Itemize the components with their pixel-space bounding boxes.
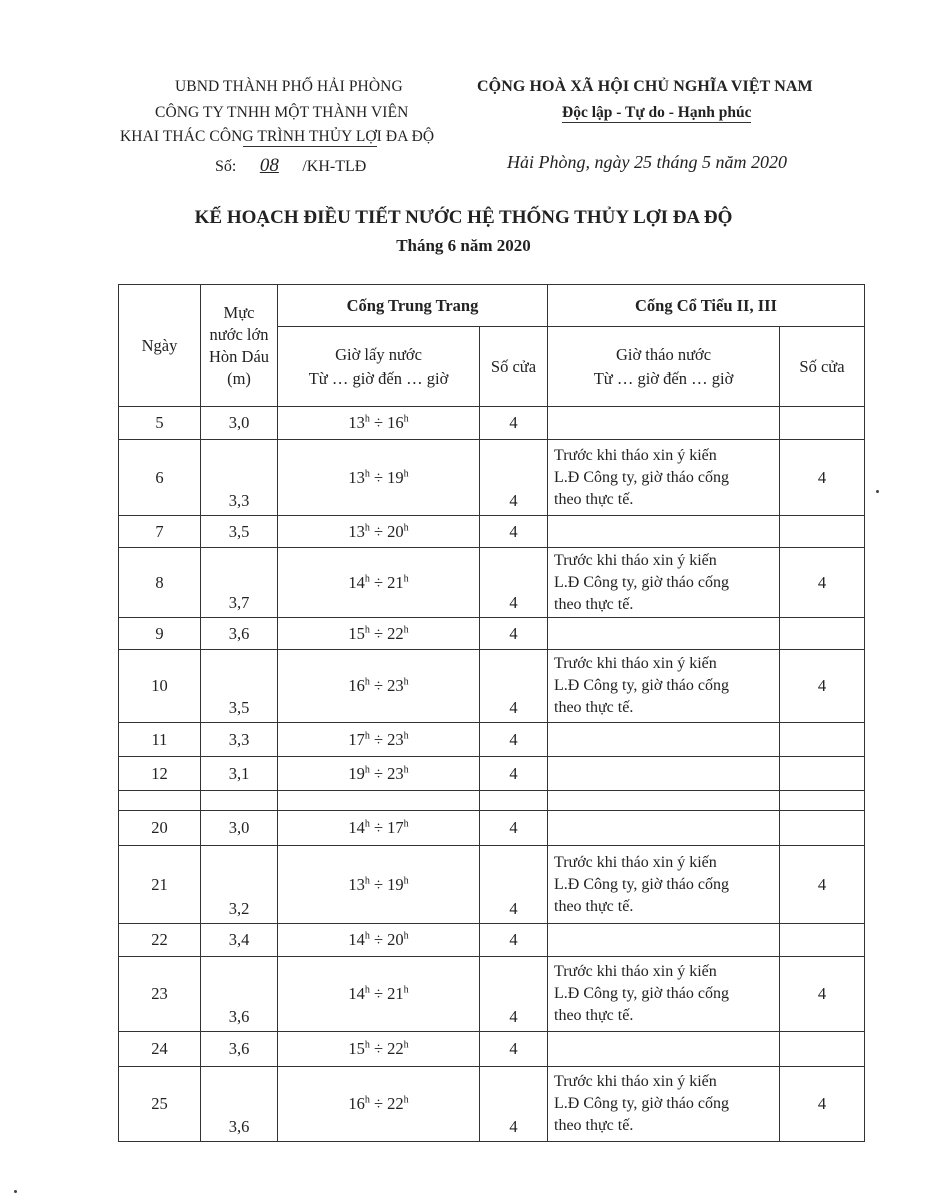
hour-mark: h — [364, 930, 370, 942]
cell-day — [119, 791, 201, 811]
hour-mark: h — [364, 1039, 370, 1051]
intake-to-hour: 19 — [387, 467, 404, 487]
note-line: L.Đ Công ty, giờ tháo cống — [554, 573, 729, 591]
cell-day: 6 — [119, 440, 201, 516]
hour-mark: h — [364, 676, 370, 688]
table-row — [119, 1067, 865, 1142]
range-separator: ÷ — [369, 676, 388, 695]
intake-to-hour: 21 — [387, 984, 404, 1003]
cell-discharge-doors — [780, 516, 865, 548]
header-left-line-2: CÔNG TY TNHH MỘT THÀNH VIÊN — [155, 104, 409, 121]
hour-mark: h — [403, 930, 409, 942]
table-row — [119, 811, 865, 846]
note-line: Trước khi tháo xin ý kiến — [554, 446, 717, 464]
cell-discharge-doors: 4 — [780, 957, 865, 1032]
hour-mark: h — [364, 413, 370, 425]
table-row — [119, 440, 865, 516]
cell-intake-doors: 4 — [480, 1067, 548, 1142]
intake-to-hour: 21 — [387, 572, 404, 592]
scan-speck — [876, 490, 879, 493]
range-separator: ÷ — [369, 572, 388, 592]
cell-discharge-doors — [780, 924, 865, 957]
header-left-line-3: KHAI THÁC CÔNG TRÌNH THỦY LỢI ĐA ĐỘ — [120, 128, 435, 145]
cell-intake-time — [278, 757, 480, 791]
intake-from-hour: 13 — [348, 874, 365, 894]
table-row — [119, 757, 865, 791]
cell-intake-doors: 4 — [480, 618, 548, 650]
intake-from-hour: 16 — [348, 676, 365, 695]
cell-intake-time — [278, 650, 480, 723]
range-separator: ÷ — [369, 763, 388, 783]
cell-day: 8 — [119, 548, 201, 618]
hour-mark: h — [364, 764, 370, 775]
cell-intake-time — [278, 618, 480, 650]
range-separator: ÷ — [369, 1094, 388, 1113]
intake-from-hour: 17 — [348, 729, 365, 749]
note-line: Trước khi tháo xin ý kiến — [554, 853, 717, 871]
cell-day: 21 — [119, 846, 201, 924]
cell-intake-doors: 4 — [480, 957, 548, 1032]
hour-mark: h — [403, 764, 409, 775]
cell-discharge-doors — [780, 723, 865, 757]
cell-day: 22 — [119, 924, 201, 957]
hour-mark: h — [364, 730, 370, 741]
document-subtitle: Tháng 6 năm 2020 — [396, 236, 531, 255]
note-line: L.Đ Công ty, giờ tháo cống — [554, 1095, 729, 1112]
range-separator: ÷ — [369, 818, 388, 837]
cell-discharge-doors — [780, 791, 865, 811]
hour-mark: h — [403, 875, 409, 886]
cell-day: 12 — [119, 757, 201, 791]
cell-discharge-note — [548, 548, 780, 618]
cell-discharge-doors: 4 — [780, 650, 865, 723]
cell-discharge-note — [548, 618, 780, 650]
header-intake-time — [278, 327, 480, 407]
hour-mark: h — [364, 624, 370, 635]
note-line: theo thực tế. — [554, 1117, 634, 1134]
cell-discharge-doors: 4 — [780, 548, 865, 618]
intake-to-hour: 20 — [387, 930, 404, 949]
intake-from-hour: 14 — [348, 572, 365, 592]
cell-discharge-doors — [780, 1032, 865, 1067]
schedule-table — [118, 284, 865, 1142]
cell-discharge-doors: 4 — [780, 440, 865, 516]
cell-day: 10 — [119, 650, 201, 723]
cell-intake-doors: 4 — [480, 440, 548, 516]
intake-to-hour: 23 — [387, 763, 404, 783]
hour-mark: h — [403, 676, 409, 688]
range-separator: ÷ — [369, 874, 388, 894]
note-line: Trước khi tháo xin ý kiến — [554, 1073, 717, 1090]
cell-discharge-note — [548, 440, 780, 516]
hour-mark: h — [403, 522, 409, 533]
cell-water-level: 3,0 — [201, 407, 278, 440]
hour-mark: h — [364, 1094, 370, 1106]
header-discharge-time-line: Từ … giờ đến … giờ — [593, 368, 734, 388]
cell-intake-time — [278, 1032, 480, 1067]
header-water-level-line: Hòn Dáu — [208, 346, 270, 366]
cell-intake-doors: 4 — [480, 548, 548, 618]
cell-intake-time — [278, 957, 480, 1032]
range-separator: ÷ — [369, 984, 388, 1003]
hour-mark: h — [403, 624, 409, 635]
header-discharge-doors: Số cửa — [780, 327, 865, 407]
note-line: theo thực tế. — [554, 699, 634, 716]
cell-discharge-doors — [780, 757, 865, 791]
header-water-level — [201, 285, 278, 407]
header-day: Ngày — [119, 285, 201, 407]
header-water-level-line: nước lớn — [209, 324, 269, 344]
range-separator: ÷ — [369, 521, 388, 541]
cell-intake-time — [278, 407, 480, 440]
cell-water-level: 3,3 — [201, 440, 278, 516]
cell-day: 24 — [119, 1032, 201, 1067]
hour-mark: h — [364, 984, 370, 996]
document-number-label: Số: — [215, 158, 237, 175]
cell-discharge-note — [548, 791, 780, 811]
header-group-trung-trang: Cống Trung Trang — [278, 285, 548, 327]
cell-discharge-note — [548, 1032, 780, 1067]
table-row — [119, 791, 865, 811]
cell-intake-doors: 4 — [480, 516, 548, 548]
cell-day: 20 — [119, 811, 201, 846]
hour-mark: h — [403, 984, 409, 996]
table-row — [119, 548, 865, 618]
hour-mark: h — [364, 573, 370, 584]
cell-water-level: 3,0 — [201, 811, 278, 846]
intake-from-hour: 14 — [348, 984, 365, 1003]
hour-mark: h — [403, 1094, 409, 1106]
table-row — [119, 846, 865, 924]
note-line: Trước khi tháo xin ý kiến — [554, 963, 717, 980]
cell-discharge-note — [548, 846, 780, 924]
cell-intake-doors: 4 — [480, 723, 548, 757]
intake-from-hour: 13 — [348, 413, 365, 432]
header-intake-time-line: Từ … giờ đến … giờ — [308, 368, 449, 388]
cell-intake-time — [278, 440, 480, 516]
hour-mark: h — [364, 522, 370, 533]
header-group-co-tieu: Cống Cổ Tiểu II, III — [548, 285, 865, 327]
cell-water-level: 3,6 — [201, 957, 278, 1032]
note-line: theo thực tế. — [554, 897, 634, 915]
hour-mark: h — [403, 730, 409, 741]
cell-intake-time — [278, 516, 480, 548]
hour-mark: h — [364, 468, 370, 479]
scan-speck — [14, 1190, 17, 1193]
cell-water-level: 3,4 — [201, 924, 278, 957]
cell-water-level: 3,6 — [201, 618, 278, 650]
cell-intake-time — [278, 811, 480, 846]
range-separator: ÷ — [369, 413, 388, 432]
hour-mark: h — [403, 468, 409, 479]
note-line: theo thực tế. — [554, 490, 634, 508]
intake-to-hour: 16 — [387, 413, 404, 432]
cell-day: 9 — [119, 618, 201, 650]
cell-discharge-note — [548, 650, 780, 723]
note-line: Trước khi tháo xin ý kiến — [554, 551, 717, 569]
cell-water-level: 3,5 — [201, 650, 278, 723]
cell-discharge-doors — [780, 618, 865, 650]
hour-mark: h — [403, 1039, 409, 1051]
cell-intake-doors: 4 — [480, 407, 548, 440]
cell-intake-time — [278, 924, 480, 957]
intake-to-hour: 22 — [387, 1039, 404, 1058]
cell-water-level: 3,6 — [201, 1032, 278, 1067]
document-number-suffix: /KH-TLĐ — [302, 158, 367, 175]
cell-discharge-note — [548, 516, 780, 548]
note-line: L.Đ Công ty, giờ tháo cống — [554, 875, 729, 893]
header-intake-time-line: Giờ lấy nước — [335, 344, 422, 364]
intake-to-hour: 19 — [387, 874, 404, 894]
cell-day: 7 — [119, 516, 201, 548]
cell-water-level: 3,6 — [201, 1067, 278, 1142]
document-number — [215, 155, 366, 177]
range-separator: ÷ — [369, 623, 388, 643]
hour-mark: h — [403, 573, 409, 584]
header-intake-doors: Số cửa — [480, 327, 548, 407]
intake-from-hour: 15 — [348, 623, 365, 643]
cell-intake-doors: 4 — [480, 1032, 548, 1067]
header-discharge-time — [548, 327, 780, 407]
cell-water-level: 3,2 — [201, 846, 278, 924]
cell-intake-time — [278, 723, 480, 757]
range-separator: ÷ — [369, 467, 388, 487]
note-line: L.Đ Công ty, giờ tháo cống — [554, 677, 729, 694]
cell-intake-doors: 4 — [480, 811, 548, 846]
table-row — [119, 723, 865, 757]
range-separator: ÷ — [369, 1039, 388, 1058]
cell-intake-doors — [480, 791, 548, 811]
cell-intake-doors: 4 — [480, 846, 548, 924]
cell-water-level: 3,3 — [201, 723, 278, 757]
document-title: KẾ HOẠCH ĐIỀU TIẾT NƯỚC HỆ THỐNG THỦY LỢI ĐA ĐỘ — [194, 207, 733, 228]
table-row — [119, 1032, 865, 1067]
header-left-underline — [243, 146, 377, 147]
intake-to-hour: 22 — [387, 1094, 404, 1113]
hour-mark: h — [403, 413, 409, 425]
header-water-level-line: Mực — [223, 302, 255, 322]
cell-intake-doors: 4 — [480, 924, 548, 957]
schedule-body — [119, 407, 865, 1142]
cell-discharge-note — [548, 757, 780, 791]
cell-intake-time — [278, 846, 480, 924]
range-separator: ÷ — [369, 930, 388, 949]
intake-to-hour: 23 — [387, 676, 404, 695]
cell-water-level — [201, 791, 278, 811]
header-left-line-1: UBND THÀNH PHỐ HẢI PHÒNG — [175, 78, 403, 95]
hour-mark: h — [364, 818, 370, 830]
cell-discharge-doors: 4 — [780, 1067, 865, 1142]
header-water-level-line: (m) — [227, 368, 251, 388]
table-row — [119, 618, 865, 650]
note-line: theo thực tế. — [554, 595, 634, 613]
cell-intake-doors: 4 — [480, 650, 548, 723]
intake-from-hour: 13 — [348, 521, 365, 541]
cell-day: 11 — [119, 723, 201, 757]
intake-from-hour: 19 — [348, 763, 365, 783]
cell-water-level: 3,5 — [201, 516, 278, 548]
table-row — [119, 407, 865, 440]
cell-discharge-doors — [780, 407, 865, 440]
cell-day: 23 — [119, 957, 201, 1032]
cell-intake-time — [278, 548, 480, 618]
document-number-value: 08 — [259, 155, 279, 176]
cell-discharge-note — [548, 1067, 780, 1142]
header-discharge-time-line: Giờ tháo nước — [615, 344, 712, 364]
table-row — [119, 924, 865, 957]
cell-discharge-doors: 4 — [780, 846, 865, 924]
note-line: theo thực tế. — [554, 1007, 634, 1024]
cell-intake-doors: 4 — [480, 757, 548, 791]
intake-to-hour: 23 — [387, 729, 404, 749]
cell-discharge-doors — [780, 811, 865, 846]
cell-discharge-note — [548, 407, 780, 440]
range-separator: ÷ — [369, 729, 388, 749]
table-row — [119, 516, 865, 548]
intake-to-hour: 22 — [387, 623, 404, 643]
intake-to-hour: 20 — [387, 521, 404, 541]
note-line: L.Đ Công ty, giờ tháo cống — [554, 985, 729, 1002]
header-right-title: CỘNG HOÀ XÃ HỘI CHỦ NGHĨA VIỆT NAM — [477, 78, 813, 95]
note-line: L.Đ Công ty, giờ tháo cống — [554, 468, 729, 486]
table-row — [119, 650, 865, 723]
intake-from-hour: 13 — [348, 467, 365, 487]
intake-from-hour: 15 — [348, 1039, 365, 1058]
cell-water-level: 3,1 — [201, 757, 278, 791]
hour-mark: h — [364, 875, 370, 886]
cell-discharge-note — [548, 924, 780, 957]
intake-from-hour: 16 — [348, 1094, 365, 1113]
cell-intake-time — [278, 1067, 480, 1142]
cell-discharge-note — [548, 723, 780, 757]
hour-mark: h — [403, 818, 409, 830]
cell-water-level: 3,7 — [201, 548, 278, 618]
cell-discharge-note — [548, 811, 780, 846]
cell-day: 5 — [119, 407, 201, 440]
intake-from-hour: 14 — [348, 818, 365, 837]
note-line: Trước khi tháo xin ý kiến — [554, 655, 717, 672]
cell-intake-time — [278, 791, 480, 811]
intake-from-hour: 14 — [348, 930, 365, 949]
intake-to-hour: 17 — [387, 818, 404, 837]
document-date: Hải Phòng, ngày 25 tháng 5 năm 2020 — [507, 152, 787, 172]
cell-day: 25 — [119, 1067, 201, 1142]
cell-discharge-note — [548, 957, 780, 1032]
table-row — [119, 957, 865, 1032]
header-motto: Độc lập - Tự do - Hạnh phúc — [562, 104, 752, 121]
